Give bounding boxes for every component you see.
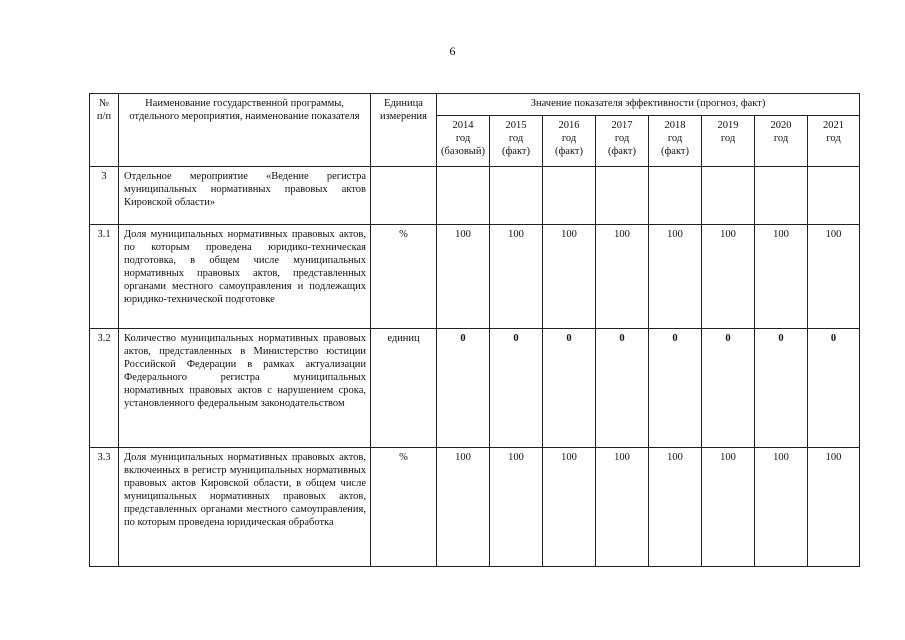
row-value: 100: [596, 225, 649, 329]
row-unit: %: [371, 448, 437, 567]
row-value: 100: [437, 225, 490, 329]
row-value: 100: [702, 448, 755, 567]
row-name: Доля муниципальных нормативных правовых актов, по которым проведена юридико-техническая подготовка, в общем числе муниципальных нормативных правовых актов, представленных органами местного самоуправления и подлежащих юридико-технической подготовке: [119, 225, 371, 329]
header-year: 2021 год: [808, 116, 860, 167]
row-value: 100: [702, 225, 755, 329]
row-value: 100: [649, 225, 702, 329]
row-value: [437, 167, 490, 225]
row-value: [702, 167, 755, 225]
row-value: 100: [808, 448, 860, 567]
row-value: 100: [755, 225, 808, 329]
row-value: [543, 167, 596, 225]
row-value: 0: [437, 329, 490, 448]
row-value: 0: [543, 329, 596, 448]
header-year: 2014 год (базовый): [437, 116, 490, 167]
header-num: № п/п: [90, 94, 119, 167]
row-name: Доля муниципальных нормативных правовых актов, включенных в регистр муниципальных нормативных правовых актов Кировской области, в общем числе муниципальных нормативных правовых актов, представленных органами местного самоуправления, по которым проведена юридическая обработка: [119, 448, 371, 567]
table-row: [90, 225, 860, 329]
header-group: Значение показателя эффективности (прогноз, факт): [437, 94, 860, 116]
row-unit: [371, 167, 437, 225]
row-value: [808, 167, 860, 225]
row-value: 100: [649, 448, 702, 567]
indicators-table: [89, 93, 860, 567]
table-row: [90, 167, 860, 225]
header-year: 2015 год (факт): [490, 116, 543, 167]
row-value: 0: [808, 329, 860, 448]
row-value: 100: [543, 448, 596, 567]
page-number: 6: [449, 44, 456, 58]
row-value: [649, 167, 702, 225]
row-value: 0: [649, 329, 702, 448]
row-value: 0: [755, 329, 808, 448]
table-row: [90, 329, 860, 448]
row-name: Количество муниципальных нормативных правовых актов, представленных в Министерство юстиции Российской Федерации в рамках актуализации Федерального регистра муниципальных нормативных правовых актов с нарушением срока, установленного федеральным законодательством: [119, 329, 371, 448]
row-num: 3.1: [90, 225, 119, 329]
row-unit: %: [371, 225, 437, 329]
row-value: 100: [437, 448, 490, 567]
header-year: 2019 год: [702, 116, 755, 167]
row-value: 100: [596, 448, 649, 567]
header-year: 2017 год (факт): [596, 116, 649, 167]
row-value: [755, 167, 808, 225]
header-name: Наименование государственной программы, отдельного мероприятия, наименование показателя: [119, 94, 371, 167]
row-value: 100: [808, 225, 860, 329]
row-value: 100: [490, 448, 543, 567]
table-row: [90, 448, 860, 567]
header-year: 2018 год (факт): [649, 116, 702, 167]
row-value: [596, 167, 649, 225]
row-num: 3.2: [90, 329, 119, 448]
row-value: 100: [543, 225, 596, 329]
row-value: 0: [596, 329, 649, 448]
row-unit: единиц: [371, 329, 437, 448]
row-value: 100: [490, 225, 543, 329]
row-value: 100: [755, 448, 808, 567]
row-value: 0: [702, 329, 755, 448]
header-year: 2016 год (факт): [543, 116, 596, 167]
row-value: [490, 167, 543, 225]
header-year: 2020 год: [755, 116, 808, 167]
row-num: 3.3: [90, 448, 119, 567]
header-unit: Единица измерения: [371, 94, 437, 167]
row-value: 0: [490, 329, 543, 448]
row-num: 3: [90, 167, 119, 225]
row-name: Отдельное мероприятие «Ведение регистра муниципальных нормативных правовых актов Кировской области»: [119, 167, 371, 225]
